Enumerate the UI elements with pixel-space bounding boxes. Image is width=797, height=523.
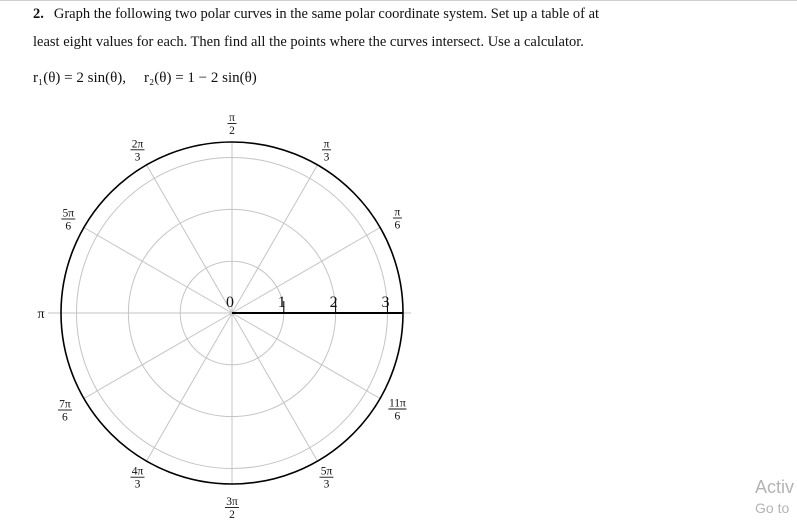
angle-label-text: π <box>37 307 45 322</box>
angle-labels <box>37 112 406 521</box>
radial-label: 1 <box>277 294 286 311</box>
angle-label <box>37 307 51 322</box>
angle-label-denominator: 3 <box>323 151 330 164</box>
angle-label-denominator: 6 <box>62 411 68 424</box>
radial-label: 2 <box>329 294 338 311</box>
angle-label-numerator: 7π <box>59 398 71 411</box>
angle-label <box>225 496 239 521</box>
angle-label-numerator: 5π <box>320 465 333 478</box>
angle-label-denominator: 2 <box>229 509 235 521</box>
angle-label-numerator: 4π <box>131 465 144 478</box>
problem-line-2: least eight values for each. Then find all the points where the curves intersect. Use a calculator. <box>33 34 584 50</box>
angle-label-denominator: 6 <box>394 410 401 423</box>
angle-label-numerator: 5π <box>62 207 75 220</box>
angle-label-numerator: π <box>229 112 235 124</box>
angle-label-denominator: 6 <box>394 219 401 232</box>
angle-label-numerator: π <box>394 206 401 219</box>
angle-label <box>61 208 75 233</box>
equation-r2: r₂(θ) = 1 − 2 sin(θ) <box>144 70 257 86</box>
angle-label-denominator: 3 <box>134 478 141 491</box>
angle-label <box>131 466 145 491</box>
angle-label-numerator: 3π <box>226 496 238 508</box>
problem-line-1-text: Graph the following two polar curves in the same polar coordinate system. Set up a table of at <box>53 6 600 22</box>
angle-label-numerator: 2π <box>131 138 144 151</box>
angle-label <box>228 112 237 137</box>
watermark-line-1: Activ <box>755 477 795 497</box>
angle-label <box>320 466 334 491</box>
watermark-line-2: Go to <box>755 500 790 516</box>
activate-windows-watermark <box>755 476 794 518</box>
angle-label <box>388 398 406 423</box>
angle-label-denominator: 2 <box>229 125 235 137</box>
equation-r1: r₁(θ) = 2 sin(θ), <box>33 70 127 86</box>
angle-label <box>58 399 72 424</box>
angle-label <box>131 138 145 163</box>
radial-label: 0 <box>226 294 234 311</box>
angle-label-numerator: 11π <box>388 397 406 410</box>
angle-label-numerator: π <box>323 138 330 151</box>
angle-label-denominator: 6 <box>65 220 72 233</box>
angle-label-denominator: 3 <box>134 151 141 164</box>
radial-label: 3 <box>381 294 390 311</box>
angle-label-denominator: 3 <box>323 478 330 491</box>
angle-label <box>322 138 331 163</box>
angle-label <box>393 207 402 232</box>
problem-number: 2. <box>33 6 44 22</box>
